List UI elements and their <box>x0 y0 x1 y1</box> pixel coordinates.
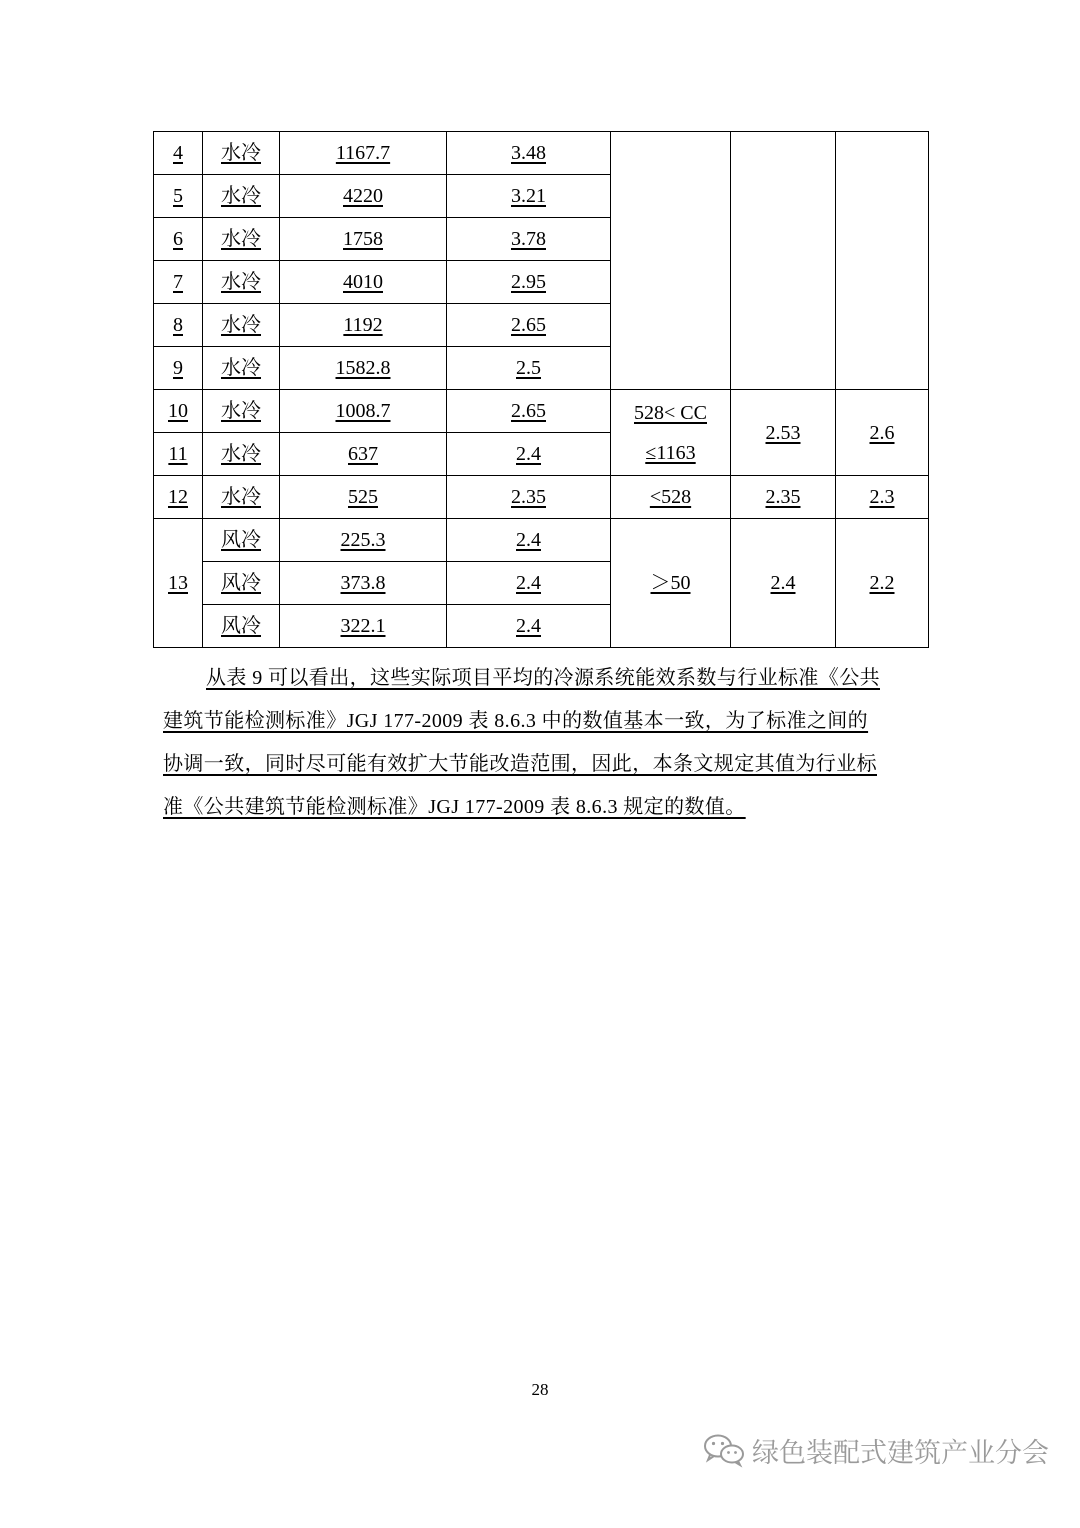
row-number: 5 <box>173 185 183 207</box>
avg-cell-empty <box>731 132 836 390</box>
cooling-type: 水冷 <box>221 185 261 207</box>
cooling-type: 风冷 <box>221 572 261 594</box>
row-number: 13 <box>168 572 188 594</box>
cop-value: 2.65 <box>511 400 546 422</box>
cooling-type: 风冷 <box>221 615 261 637</box>
row-number: 4 <box>173 142 183 164</box>
capacity-value: 4220 <box>343 185 383 207</box>
row-number: 9 <box>173 357 183 379</box>
capacity-value: 1758 <box>343 228 383 250</box>
cooling-type: 水冷 <box>221 314 261 336</box>
range-text: ＞50 <box>650 572 691 594</box>
range-cell <box>611 390 731 476</box>
table-row <box>154 476 929 519</box>
paragraph-line: 建筑节能检测标准》JGJ 177-2009 表 8.6.3 中的数值基本一致，为了标准之间的 <box>163 710 869 732</box>
cop-value: 2.4 <box>516 572 541 594</box>
range-text: <528 <box>649 486 692 508</box>
cooling-type: 风冷 <box>221 529 261 551</box>
paragraph-line: 准《公共建筑节能检测标准》JGJ 177-2009 表 8.6.3 规定的数值。 <box>163 796 746 818</box>
range-cell-empty <box>611 132 731 390</box>
standard-cell-empty <box>836 132 929 390</box>
row-number: 8 <box>173 314 183 336</box>
capacity-value: 525 <box>348 486 378 508</box>
capacity-value: 322.1 <box>340 615 386 637</box>
standard-value: 2.3 <box>869 486 895 508</box>
page-number: 28 <box>531 1380 549 1399</box>
row-number: 7 <box>173 271 183 293</box>
cooling-type: 水冷 <box>221 486 261 508</box>
cop-value: 2.35 <box>511 486 546 508</box>
cop-value: 3.78 <box>511 228 546 250</box>
cooling-type: 水冷 <box>221 443 261 465</box>
cooling-type: 水冷 <box>221 357 261 379</box>
cop-value: 2.4 <box>516 615 541 637</box>
capacity-value: 1008.7 <box>335 400 391 422</box>
wechat-icon <box>702 1432 746 1468</box>
table-row <box>154 519 929 562</box>
cop-value: 2.4 <box>516 529 541 551</box>
watermark-text: 绿色装配式建筑产业分会 <box>752 1437 1049 1469</box>
paragraph-line: 从表 9 可以看出，这些实际项目平均的冷源系统能效系数与行业标准《公共 <box>206 667 880 689</box>
capacity-value: 4010 <box>343 271 383 293</box>
cop-value: 3.21 <box>511 185 546 207</box>
capacity-value: 373.8 <box>340 572 386 594</box>
cooling-type: 水冷 <box>221 271 261 293</box>
capacity-value: 637 <box>348 443 378 465</box>
capacity-value: 1192 <box>343 314 383 336</box>
cooling-type: 水冷 <box>221 142 261 164</box>
row-number: 6 <box>173 228 183 250</box>
watermark <box>702 1430 1062 1470</box>
row-number: 11 <box>168 443 188 465</box>
cop-value: 2.95 <box>511 271 546 293</box>
range-text-line2: ≤1163 <box>645 441 696 464</box>
capacity-value: 225.3 <box>340 529 386 551</box>
standard-value: 2.6 <box>869 421 895 444</box>
body-paragraph <box>163 657 918 829</box>
cooling-type: 水冷 <box>221 400 261 422</box>
cooling-type: 水冷 <box>221 228 261 250</box>
cop-value: 2.4 <box>516 443 541 465</box>
capacity-value: 1582.8 <box>335 357 391 379</box>
avg-value: 2.53 <box>765 421 801 444</box>
paragraph-line: 协调一致，同时尽可能有效扩大节能改造范围，因此，本条文规定其值为行业标 <box>163 753 877 775</box>
cop-value: 2.5 <box>516 357 541 379</box>
avg-value: 2.35 <box>765 486 801 508</box>
standard-value: 2.2 <box>869 572 895 594</box>
row-number: 10 <box>168 400 188 422</box>
row-number: 12 <box>168 486 188 508</box>
table-row <box>154 390 929 433</box>
data-table <box>153 131 929 648</box>
cop-value: 2.65 <box>511 314 546 336</box>
cop-value: 3.48 <box>511 142 546 164</box>
capacity-value: 1167.7 <box>335 142 391 164</box>
range-text-line1: 528< CC <box>634 401 707 424</box>
avg-value: 2.4 <box>770 572 796 594</box>
table-row <box>154 132 929 175</box>
